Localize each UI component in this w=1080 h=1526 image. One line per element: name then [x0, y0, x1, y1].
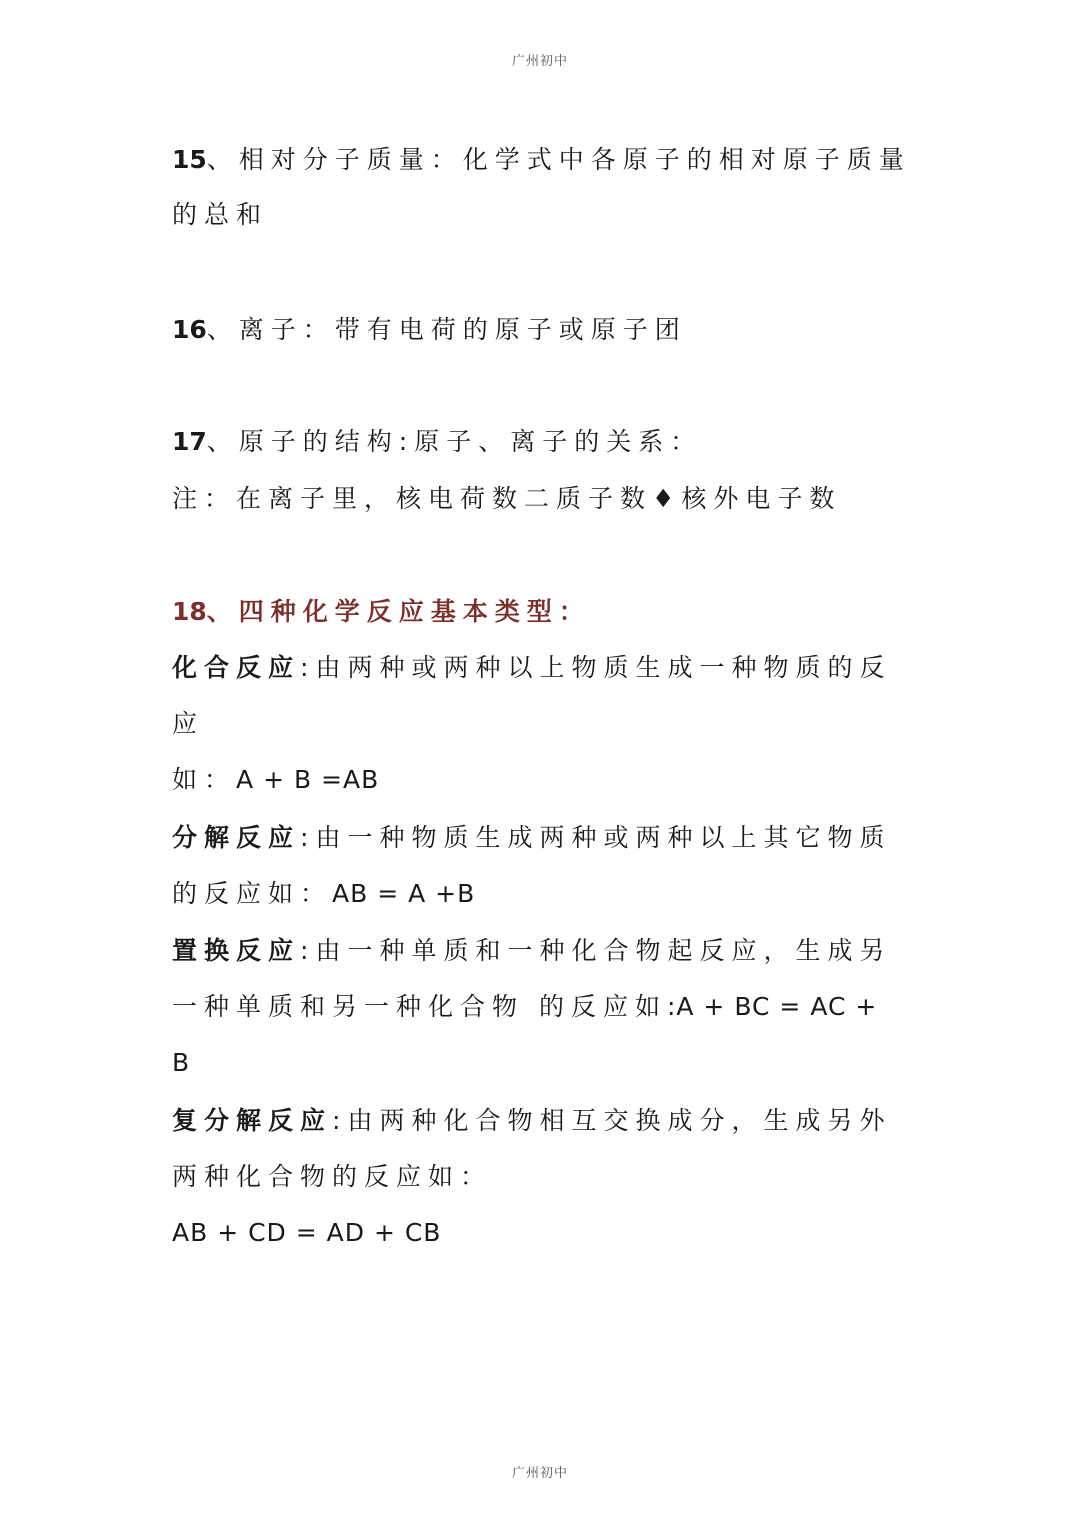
decomposition-line-2 [172, 877, 912, 911]
double-displacement-example: AB + CD = AD + CB [172, 1218, 442, 1247]
displacement-line-1 [172, 934, 912, 968]
item-15-line-1 [172, 143, 912, 177]
item-15-text: 、相对分子质量：化学式中各原子的相对原子质量 [206, 145, 911, 174]
decomposition-term: 分解反应 [172, 823, 301, 852]
double-displacement-line-1 [172, 1104, 912, 1138]
displacement-term: 置换反应 [172, 936, 301, 965]
displacement-def-2: 一种单质和另一种化合物 的反应如 [172, 992, 667, 1021]
page-header: 广州初中 [511, 54, 568, 69]
displacement-def: :由一种单质和一种化合物起反应，生成另 [300, 936, 892, 965]
double-displacement-term: 复分解反应 [172, 1106, 333, 1135]
item-18-heading [172, 595, 912, 629]
combination-def: :由两种或两种以上物质生成一种物质的反 [300, 653, 892, 682]
combination-line-2: 应 [172, 709, 205, 738]
decomposition-def: :由一种物质生成两种或两种以上其它物质 [300, 823, 892, 852]
displacement-line-3: B [172, 1048, 191, 1077]
combination-term: 化合反应 [172, 653, 301, 682]
item-17-line [172, 425, 912, 459]
combination-line-1 [172, 651, 912, 685]
displacement-line-2 [172, 990, 912, 1024]
combination-example: A + B =AB [236, 765, 380, 794]
combination-example-prefix: 如： [172, 765, 237, 794]
item-18-title: 、四种化学反应基本类型： [206, 597, 591, 626]
page-footer: 广州初中 [511, 1466, 568, 1481]
item-15-line-2: 的总和 [172, 200, 269, 229]
decomposition-line-1 [172, 821, 912, 855]
item-16-number: 16 [172, 315, 207, 344]
item-16-text: 、离子：带有电荷的原子或原子团 [206, 315, 687, 344]
double-displacement-line-2: 两种化合物的反应如： [172, 1162, 493, 1191]
combination-example-line [172, 763, 912, 797]
item-17-text: 、原子的结构:原子、离子的关系： [206, 427, 703, 456]
item-17-note: 注：在离子里，核电荷数二质子数♦核外电子数 [172, 484, 842, 513]
item-18-number: 18 [172, 597, 207, 626]
item-16-line [172, 313, 912, 347]
item-15-number: 15 [172, 145, 207, 174]
decomposition-example: AB = A +B [332, 879, 476, 908]
displacement-example: :A + BC = AC + [666, 992, 878, 1021]
item-17-number: 17 [172, 427, 207, 456]
decomposition-def-2: 的反应如： [172, 879, 333, 908]
double-displacement-def: :由两种化合物相互交换成分，生成另外 [332, 1106, 892, 1135]
